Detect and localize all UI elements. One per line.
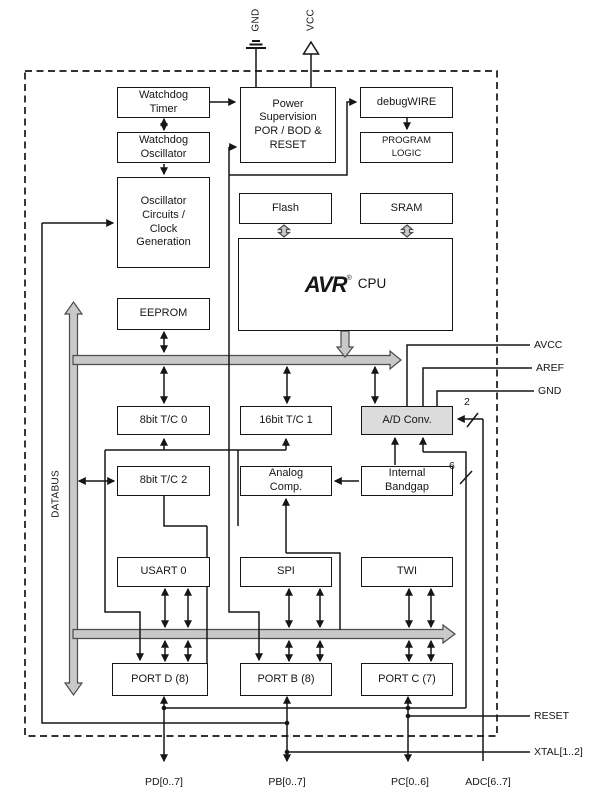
gnd-right-label: GND: [538, 385, 562, 397]
pc-pins-label: PC[0..6]: [391, 776, 429, 788]
box-label: TWI: [396, 565, 418, 578]
reset-label: RESET: [534, 710, 570, 722]
box-label: Watchdog: [138, 88, 189, 101]
box-watchdog-oscillator: [117, 132, 210, 163]
box-watchdog-timer: [117, 87, 210, 118]
box-spi: [240, 557, 332, 587]
box-twi: [361, 557, 453, 587]
box-avr-cpu: [238, 238, 453, 331]
box-label: 16bit T/C 1: [259, 413, 313, 426]
box-label: Analog: [268, 467, 304, 480]
flash-cpu-arrow: [279, 225, 290, 237]
bundle-slash-2: [467, 413, 478, 427]
databus-label: DATABUS: [50, 470, 62, 518]
box-label: Circuits /: [142, 208, 185, 221]
box-port-d: [112, 663, 208, 696]
ground-symbol: [246, 41, 266, 48]
avcc-label: AVCC: [534, 339, 563, 351]
xtal-label: XTAL[1..2]: [534, 746, 583, 758]
box-label: PORT B (8): [257, 672, 315, 685]
box-label: Generation: [136, 236, 191, 249]
box-timer-counter-2: [117, 466, 210, 496]
box-sram: [360, 193, 453, 224]
box-label: Timer: [149, 102, 178, 115]
box-label: Clock: [149, 222, 178, 235]
box-label: LOGIC: [391, 147, 422, 159]
box-oscillator-circuits: [117, 177, 210, 268]
box-label: Watchdog: [138, 133, 189, 146]
box-port-c: [361, 663, 453, 696]
box-eeprom: [117, 298, 210, 330]
databus-horizontal-upper: [73, 351, 401, 369]
box-debugwire: [360, 87, 453, 118]
box-label: PORT C (7): [378, 672, 436, 685]
box-program-logic: [360, 132, 453, 163]
cpu-label: CPU: [357, 276, 387, 292]
box-label: 8bit T/C 0: [139, 413, 188, 426]
box-label: Flash: [272, 201, 299, 214]
box-label: SRAM: [390, 201, 423, 214]
avr-logo-text: AVR: [304, 271, 347, 297]
junction-dots: [162, 706, 411, 755]
box-label: PROGRAM: [381, 135, 432, 147]
box-internal-bandgap: [361, 466, 453, 496]
gnd-top-label: GND: [250, 8, 262, 32]
box-label: RESET: [269, 138, 307, 151]
box-analog-comparator: [240, 466, 332, 496]
box-label: Comp.: [269, 481, 303, 493]
box-label: A/D Conv.: [382, 413, 432, 426]
sram-cpu-arrow: [402, 225, 413, 237]
box-label: Supervision: [259, 111, 317, 124]
box-adc: [361, 406, 453, 435]
box-label: USART 0: [140, 565, 187, 578]
box-timer-counter-0: [117, 406, 210, 435]
box-label: Oscillator: [140, 147, 187, 160]
pd-pins-label: PD[0..7]: [145, 776, 183, 788]
box-label: Oscillator: [140, 195, 187, 208]
box-label: SPI: [277, 565, 295, 578]
box-label: Internal: [388, 467, 426, 480]
avr-cpu-logo: [305, 271, 387, 298]
box-timer-counter-1: [240, 406, 332, 435]
pb-pins-label: PB[0..7]: [268, 776, 306, 788]
adc-pins-label: ADC[6..7]: [465, 776, 511, 788]
box-label: PORT D (8): [131, 672, 189, 685]
vcc-top-label: VCC: [305, 8, 317, 32]
box-usart0: [117, 557, 210, 587]
box-label: POR / BOD &: [254, 125, 322, 137]
adc-pin-count: 2: [464, 396, 470, 408]
databus-horizontal-lower: [73, 625, 455, 643]
vcc-arrow-icon: [304, 42, 319, 54]
cpu-bus-arrow: [337, 331, 353, 357]
box-label: 8bit T/C 2: [139, 474, 188, 487]
box-label: EEPROM: [139, 307, 188, 320]
box-label: Power: [272, 97, 304, 110]
adc-channel-count: 6: [449, 460, 455, 472]
box-flash: [239, 193, 332, 224]
registered-trademark-icon: ®: [346, 274, 352, 282]
box-power-supervision: [240, 87, 336, 163]
aref-label: AREF: [536, 362, 565, 374]
box-port-b: [240, 663, 332, 696]
box-label: Bandgap: [384, 481, 430, 493]
box-label: debugWIRE: [376, 95, 437, 108]
